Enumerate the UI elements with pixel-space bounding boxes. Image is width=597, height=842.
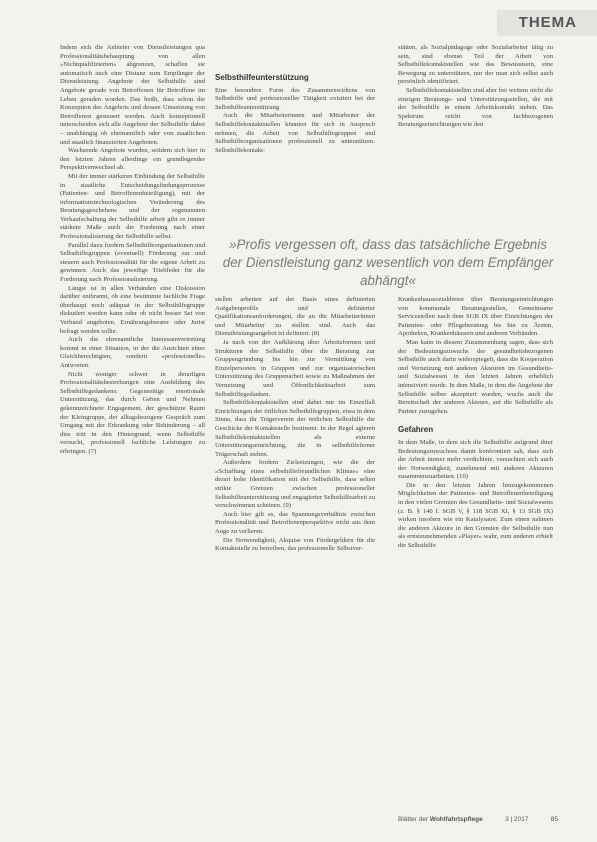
paragraph: Krankenhaussozialdienst über Beratungseinrichtungen von kommunale Beratungsstellen, Gemeinsame Servicestellen nach dem SGB IX über Einrichtungen der Patienten- oder Pflegeberatung bis hin zu Ärzten, Apotheken, Krankenhäusern und anderen Verbänden.: [398, 296, 553, 338]
column-3-bottom-body: [398, 296, 553, 416]
page-footer: [398, 816, 558, 823]
paragraph: Außerdem fordern Zielsetzungen, wie die der »Schaffung eines selbsthilfefreundlichen Klimas« eine derart hohe Identifikation mit der Selbsthilfe, dass selten strikte Grenzen zwischen professioneller Selbsthilfeunterstützung und engagierter Selbsthilfearbeit zu verschwimmen scheinen. (9): [215, 459, 375, 510]
column-3-bottom-body-2: [398, 439, 553, 551]
paragraph: Längst ist in allen Verbänden eine Diskussion darüber entbrannt, ob eine bestimmte fachliche Frage überhaupt noch adäquat in der Selbsthilfegruppe diskutiert werden kann oder ob nicht besser Set von Verband angeboten. Ernährungsberater oder Jurist befragt werden sollte.: [60, 284, 205, 335]
paragraph: Eine besondere Form des Zusammenwirkens von Selbsthilfe und professioneller Tätigkeit existiert bei der Selbsthilfeunterstützung.: [215, 86, 375, 111]
section-heading-gefahren: Gefahren: [398, 425, 434, 435]
column-3-top: [398, 44, 553, 229]
page-number: 85: [550, 816, 558, 823]
paragraph: Parallel dazu fordern Selbsthilfeorganisationen und Selbsthilfegruppen (eventuell) Förderung zur und steuern auch Professionalität für die eigene Arbeit zu gewinnen. Auch das jeweilige Triebfeder für die Forderung nach Professionalisierung.: [60, 241, 205, 284]
paragraph: Die Notwendigkeit, Akquise von Fördergeldern für die Kontaktstelle zu betreiben, das professionelle Selbstver-: [215, 536, 375, 553]
magazine-name: Wohlfahrtspflege: [429, 816, 483, 823]
magazine-title: [398, 816, 483, 823]
paragraph: stätten, als Sozialpädagoge oder Sozialarbeiter tätig zu sein, sind ebenso Teil der Arbeit von Selbsthilfekontaktstellen wie das Bewusstsein, eine Bewegung zu unterstützen, nur der man sich selbst auch persönlich identifiziert.: [398, 44, 553, 86]
paragraph: Ja nach von der Aufklärung über Arbeitsformen und Strukturen der Selbsthilfe über die Beratung zur Gruppengründung bis hin zur Vermittlung von Einzelpersonen in Gruppen und zur organisatorischen Unterstützung des Gruppenarbeit sowie zu Maßnahmen der Vernetzung und Öffentlichkeitsarbeit zum Selbsthilfegedanken.: [215, 338, 375, 398]
paragraph: Wachsende Angebote wurden, seitdem sich hier in den letzten Jahren allerdings ein grundlegender Perspektivenwechsel ab.: [60, 147, 205, 172]
paragraph: In dem Maße, in dem sich die Selbsthilfe aufgrund ihrer Bedeutungszuwachses damit konfrontiert sah, dass sich die Arbeit immer mehr verdichtete, versuchten sich auch der Notwendigkeit, zunehmend mit anderen Akteuren zusammenzuarbeiten. (10): [398, 438, 553, 481]
column-2-top-body: [215, 87, 375, 156]
column-1: [60, 44, 205, 814]
paragraph: Mit der immer stärkeren Einbindung der Selbsthilfe in staatliche Entscheidungsfindungsprozesse (Patienten- und Betroffenenbeteiligung), mit der informationstechnologischen Veränderung des Beratungsgeschehens und der sogenannten Verkaufschaltung der Selbsthilfe arbeit gibt es immer stärkere Maße auch die Forderung nach einer Professionalisierung der Selbsthilfe selbst.: [60, 172, 205, 241]
paragraph: Man kann in diesem Zusammenhang sagen, dass sich der Bedeutungszuwachs der gesundheitsbezogenen Selbsthilfe auch darin widerspiegelt, dass die Kooperation und Vernetzung mit anderen Akteuren im Gesundheits- und Sozialwesen in den letzten Jahren erheblich intensiviert wurde. In dem Maße, in dem die Angebote der Selbsthilfe selber akzeptiert wurden, wuchs auch die Bereitschaft der anderen Akteure, auf die Selbsthilfe als Partner zuzugehen.: [398, 338, 553, 415]
column-2-top: [215, 74, 375, 234]
paragraph: Selbsthilfekontaktstellen sind aber bei weitem nicht die einzigen Beratungs- und Unterstützungsstellen, die mit der Selbsthilfe in einem Arbeitskontakt stehen. Das Spektrum reicht von fachbezogenen Beratungseinrichtungen wie den: [398, 86, 553, 129]
magazine-prefix: Blätter der: [398, 816, 430, 823]
paragraph: Die in den letzten Jahren hinzugekommenen Möglichkeiten der Patienten- und Betroffenenbeteiligung in den vielen Gremien des Gesundheits- und Sozialwesens (z. B. § 140 f. SGB V, § 118 SGB XI, § 13 SGB IX) wirken insofern wie ein Katalysator. Zum einen nahmen die anderen Akteure in den Gremien die Selbsthilfe nun als ernstzunehmenden »Player« wahr, zum anderen erhielt die Selbsthilfe: [398, 481, 553, 550]
paragraph: Auch hier gilt es, das Spannungsverhältnis zwischen Professionalität und Betroffenenperspektive nicht aus dem Auge zu verlieren.: [215, 510, 375, 536]
paragraph: Nicht weniger schwer in derartigen Professionalitätsbestrebungen eine Ausbildung des Selbsthilfegedankens: Gegenseitige emotionale Unterstützung, das durch Geben und Nehmen gekennzeichnete Engagement, der geschützte Raum der Kleingruppe, der alltagsbezogene Gespräch zum Umgang mit der Erkrankung oder Behinderung – all dies tritt in den Hintergrund, wenn Selbsthilfe versucht, professionell fachliche Leistungen zu erbringen. (7): [60, 370, 205, 455]
paragraph: stellen arbeiten auf der Basis eines definierten Aufgabenprofils und definierter Qualifikationsanforderungen, die an die Mitarbeiterinnen und Mitarbeiter zu stellen sind. Auch das Dienstleistungsangebot ist definiert. (8): [215, 296, 375, 338]
paragraph: Selbsthilfekontaktstellen sind dabei nur im Einzelfall Einrichtungen der örtlichen Selbsthilfegruppen, etwa in dem Sinne, dass ihr Trägerverein der örtlichen Selbsthilfe die Geschicke der Kontaktstelle bestimmt. In der Regel agieren Selbsthilfekontaktstellen als externe Unterstützungseinrichtung, die in selbsthilfeferner Trägerschaft stehen.: [215, 399, 375, 458]
column-2-bottom: [215, 296, 375, 814]
section-label: THEMA: [518, 14, 577, 31]
paragraph: Auch die ehrenamtliche Interessenvertretung kommt in einer Situation, in der die Ansichten eines Gleichberechtigten, sondern »professionelle« Antworten.: [60, 336, 205, 369]
section-heading: Selbsthilfeunterstützung: [215, 73, 309, 82]
issue-number: 3 | 2017: [505, 816, 529, 823]
paragraph: Indem sich die Anbieter von Dienstleistungen qua Professionalitätsbehauptung von allen »Nichtqualifizierten« abgrenzen, schaffen sie automatisch auch eine Distanz zum Empfänger der Dienstleistung. Angebote der Selbsthilfe sind Angebote gerade von Betroffenen für Betroffene im Leben geraden worden. Das heißt, dass schon die Konzeption des Angebots und dessen Umsetzung von Betroffenen gesteuert werden. Auch konzeptionell unterscheiden sich alle Angebote der Selbsthilfe dabei – unabhängig ob ehrenamtlich oder von staatlichen und staatlich finanzierten Angeboten.: [60, 44, 205, 146]
paragraph: Auch die Mitarbeiterinnen und Mitarbeiter der Selbsthilfekontaktstellen könnten für sich in Anspruch nehmen, die Arbeit von Selbsthilfegruppen und Selbsthilfeorganisationen professionell zu unterstützen. Selbsthilfekontakt-: [215, 112, 375, 154]
pull-quote: »Profis vergessen oft, dass das tatsächliche Ergebnis der Dienstleistung ganz wesentlich von dem Empfänger abhängt«: [222, 237, 554, 288]
column-3-bottom: [398, 296, 553, 814]
